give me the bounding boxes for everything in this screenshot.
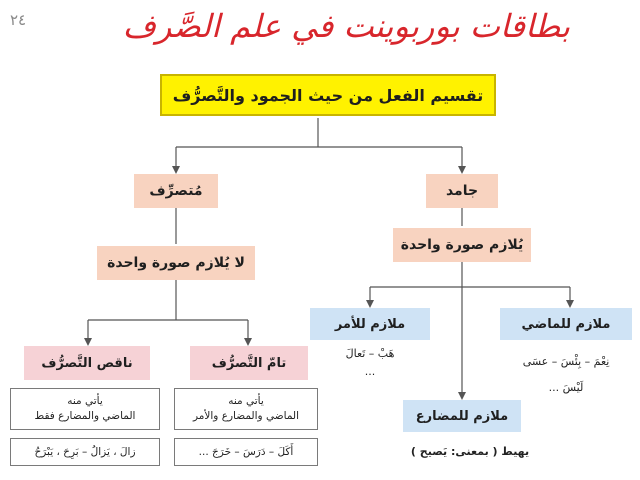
present-box: ملازم للمضارع bbox=[403, 400, 521, 432]
arrowhead-imperative bbox=[366, 300, 374, 308]
imperative-examples: هَبْ – تَعالَ bbox=[345, 347, 395, 360]
arrowhead-complete bbox=[244, 338, 252, 346]
page-number: ٢٤ bbox=[10, 11, 27, 29]
incomplete-note bbox=[10, 388, 160, 430]
arrowhead-past bbox=[566, 300, 574, 308]
imperative-box: ملازم للأمر bbox=[310, 308, 430, 340]
past-box: ملازم للماضي bbox=[500, 308, 632, 340]
page-title: بطاقات بوربوينت في علم الصَّرف bbox=[122, 7, 570, 45]
incomplete-note-line2: الماضي والمضارع فقط bbox=[34, 410, 136, 422]
incomplete-box: ناقص التَّصرُّف bbox=[24, 346, 150, 380]
arrowhead-jamid bbox=[458, 166, 466, 174]
complete-examples: أَكَلَ – دَرَسَ – خَرَجَ ... bbox=[174, 438, 318, 466]
mutasarrif-box: مُتصرِّف bbox=[134, 174, 218, 208]
arrowhead-present bbox=[458, 392, 466, 400]
jamid-box: جامد bbox=[426, 174, 498, 208]
past-examples: نِعْمَ – بِئْسَ – عسَى bbox=[522, 355, 610, 368]
arrowhead-mutasarrif bbox=[172, 166, 180, 174]
past-more: لَيْسَ ... bbox=[548, 381, 584, 394]
complete-note-line2: الماضي والمضارع والأمر bbox=[192, 410, 300, 422]
complete-note bbox=[174, 388, 318, 430]
arrowhead-incomplete bbox=[84, 338, 92, 346]
jamid-description: يُلازم صورة واحدة bbox=[393, 228, 531, 262]
complete-box: تامّ التَّصرُّف bbox=[190, 346, 308, 380]
present-example: يهيط ( بمعنى: يَصيح ) bbox=[410, 445, 530, 458]
mutasarrif-description: لا يُلازم صورة واحدة bbox=[97, 246, 255, 280]
root-box: تقسيم الفعل من حيث الجمود والتَّصرُّف bbox=[160, 74, 496, 116]
incomplete-examples: زالَ ، يَزالُ – بَرِحَ ، يَبْرَحُ bbox=[10, 438, 160, 466]
incomplete-note-line1: يأتي منه bbox=[67, 395, 103, 407]
imperative-more: ... bbox=[364, 365, 376, 378]
complete-note-line1: يأتي منه bbox=[228, 395, 264, 407]
